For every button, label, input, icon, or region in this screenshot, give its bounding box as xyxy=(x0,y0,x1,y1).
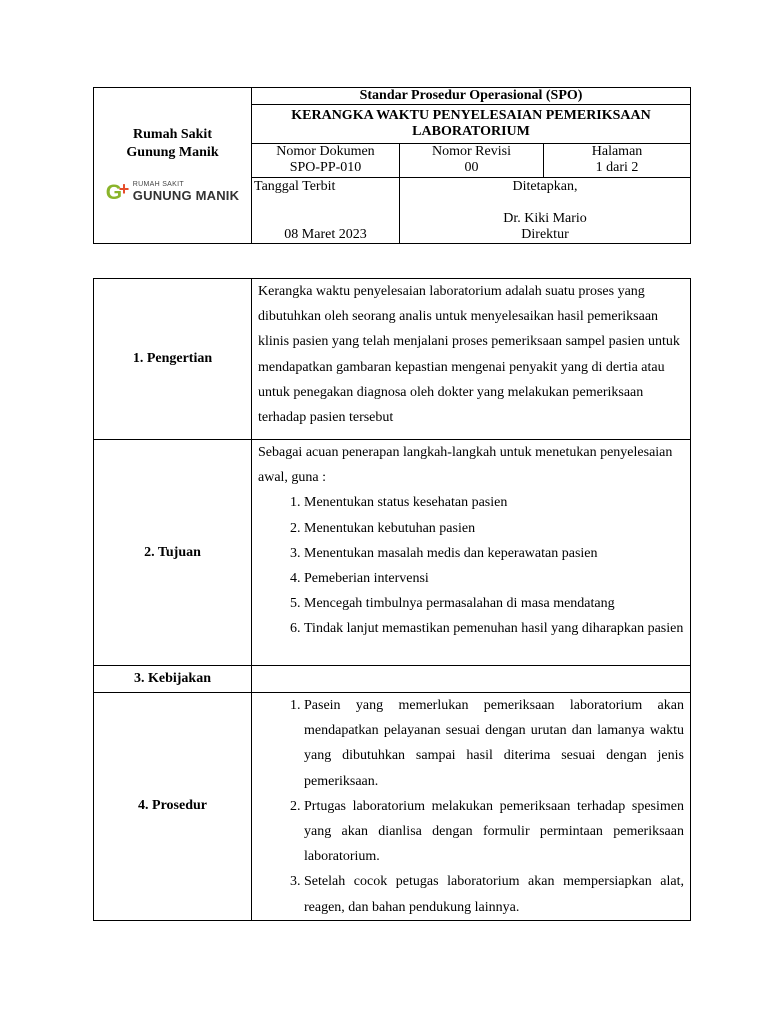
section-label-pengertian: 1. Pengertian xyxy=(94,279,252,440)
document-title: KERANGKA WAKTU PENYELESAIAN PEMERIKSAAN LABORATORIUM xyxy=(252,105,691,144)
list-item: 2. Menentukan kebutuhan pasien xyxy=(304,516,684,541)
established-cell xyxy=(400,178,691,244)
list-item: 1. Pasein yang memerlukan pemeriksaan laboratorium akan mendapatkan pelayanan sesuai dengan urutan dan lamanya waktu yang dibutuhkan sampai hasil diterima sesuai dengan jenis pemeriksaan. xyxy=(304,693,684,794)
signatory-name: Dr. Kiki Mario xyxy=(503,211,587,226)
revision-cell xyxy=(400,144,544,178)
page-cell xyxy=(544,144,691,178)
hospital-name: Rumah Sakit Gunung Manik xyxy=(126,127,219,160)
pengertian-text: Kerangka waktu penyelesaian laboratorium adalah suatu proses yang dibutuhkan oleh seorang analis untuk menyelesaikan hasil pemeriksaan klinis pasien yang telah menjalani proses pemeriksaan sampel pasien untuk mendapatkan gambaran kepastian mengenai penyakit yang di dertia atau untuk penegakan diagnosa oleh dokter yang melakukan pemeriksaan terhadap pasien tersebut xyxy=(258,284,680,426)
logo-big-text: GUNUNG MANIK xyxy=(132,188,240,203)
revision-value: 00 xyxy=(464,160,479,175)
spo-content-table xyxy=(93,278,691,921)
list-item: 1. Menentukan status kesehatan pasien xyxy=(304,490,684,515)
hospital-identity-cell xyxy=(94,88,252,244)
list-item: 2. Prtugas laboratorium melakukan pemeriksaan terhadap spesimen yang akan dianlisa dengan formulir permintaan pemeriksaan laboratorium. xyxy=(304,794,684,870)
section-label-kebijakan: 3. Kebijakan xyxy=(94,666,252,693)
doc-number-value: SPO-PP-010 xyxy=(289,160,362,175)
section-body-prosedur xyxy=(252,693,691,921)
issue-date-label: Tanggal Terbit xyxy=(254,179,336,194)
doc-number-cell xyxy=(252,144,400,178)
section-body-pengertian xyxy=(252,279,691,440)
section-label-tujuan: 2. Tujuan xyxy=(94,440,252,666)
issue-date-cell xyxy=(252,178,400,244)
section-label-prosedur: 4. Prosedur xyxy=(94,693,252,921)
doc-number-label: Nomor Dokumen xyxy=(276,144,375,159)
section-body-kebijakan xyxy=(252,666,691,693)
list-item: 3. Setelah cocok petugas laboratorium akan mempersiapkan alat, reagen, dan bahan pendukung lainnya. xyxy=(304,869,684,919)
page-value: 1 dari 2 xyxy=(595,160,639,175)
issue-date-value: 08 Maret 2023 xyxy=(284,227,367,242)
tujuan-list xyxy=(258,490,684,641)
spo-header-table xyxy=(93,87,691,244)
list-item: 3. Menentukan masalah medis dan keperawatan pasien xyxy=(304,541,684,566)
spo-title: Standar Prosedur Operasional (SPO) xyxy=(252,88,691,105)
page-label: Halaman xyxy=(591,144,643,159)
logo-small-text: RUMAH SAKIT xyxy=(132,181,184,188)
hospital-logo xyxy=(94,180,251,204)
list-item: 4. Pemeberian intervensi xyxy=(304,566,684,591)
signatory-role: Direktur xyxy=(521,227,569,242)
section-body-tujuan xyxy=(252,440,691,666)
revision-label: Nomor Revisi xyxy=(432,144,511,159)
logo-mark-icon: G + xyxy=(105,179,130,204)
list-item: 5. Mencegah timbulnya permasalahan di masa mendatang xyxy=(304,591,684,616)
tujuan-intro: Sebagai acuan penerapan langkah-langkah untuk menetukan penyelesaian awal, guna : xyxy=(258,445,673,486)
list-item: 6. Tindak lanjut memastikan pemenuhan hasil yang diharapkan pasien xyxy=(304,616,684,641)
established-label: Ditetapkan, xyxy=(512,179,578,194)
prosedur-list xyxy=(258,693,684,920)
